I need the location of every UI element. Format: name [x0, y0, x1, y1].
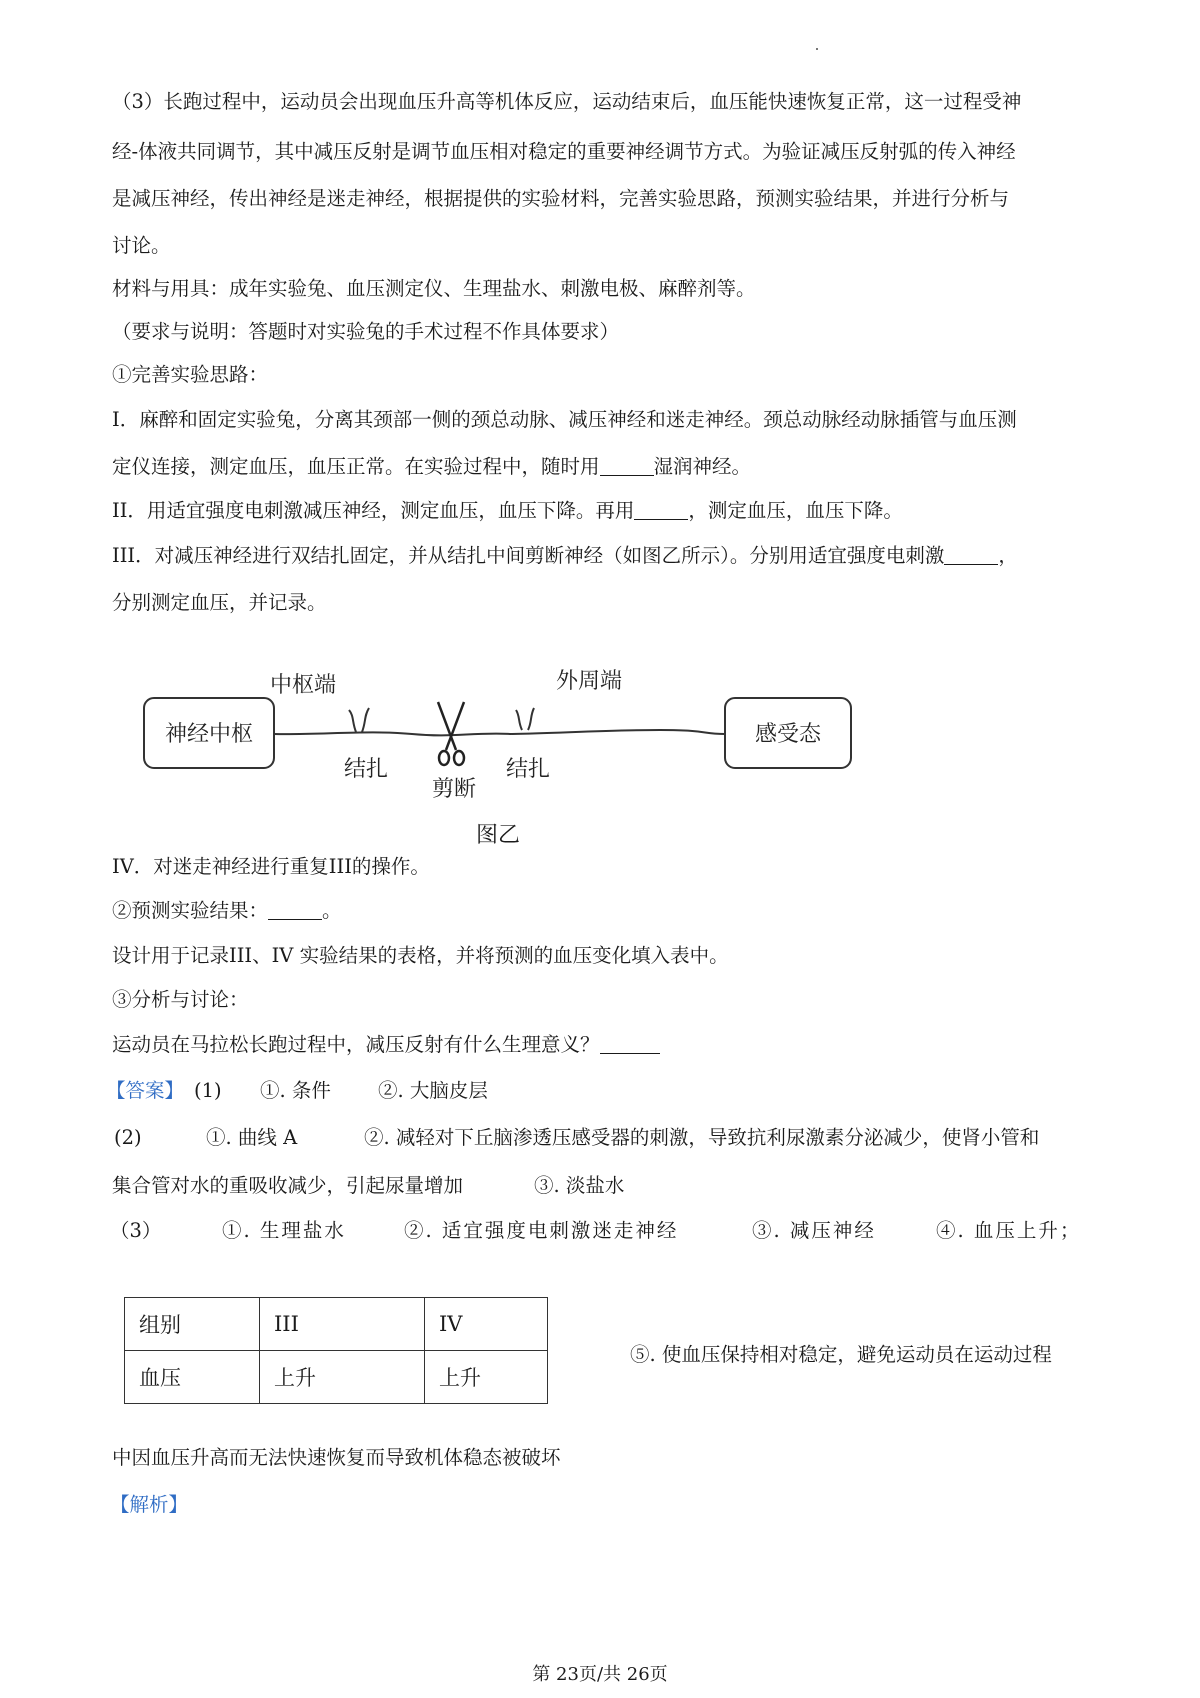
- answer-p2-b: ②. 减轻对下丘脑渗透压感受器的刺激，导致抗利尿激素分泌减少，使肾小管和: [364, 1126, 1040, 1149]
- table-row: [125, 1298, 548, 1351]
- paragraph-line: 是减压神经，传出神经是迷走神经，根据提供的实验材料，完善实验思路，预测实验结果，并进行分析与: [112, 187, 1010, 210]
- paragraph-line: （3）长跑过程中，运动员会出现血压升高等机体反应，运动结束后，血压能快速恢复正常，这一过程受神: [112, 90, 1022, 113]
- question-text: 运动员在马拉松长跑过程中，减压反射有什么生理意义？: [112, 1033, 600, 1056]
- question-line: [112, 1030, 660, 1060]
- answer-p3-f: 中因血压升高而无法快速恢复而导致机体稳态被破坏: [112, 1446, 561, 1469]
- step4-line: IV．对迷走神经进行重复III的操作。: [112, 855, 430, 878]
- label-ligate-2: 结扎: [506, 757, 551, 782]
- answer-p2-c: 集合管对水的重吸收减少，引起尿量增加: [112, 1174, 464, 1197]
- answer-p1-a: ①. 条件: [260, 1079, 331, 1102]
- step2-text-a: II．用适宜强度电刺激减压神经，测定血压，血压下降。再用: [112, 499, 635, 522]
- analysis-tag: 【解析】: [110, 1493, 189, 1516]
- answer-p2-a: ①. 曲线 A: [206, 1126, 298, 1149]
- answer-tag-label: 【答案】: [106, 1079, 185, 1102]
- answer-p3-num: （3）: [110, 1219, 162, 1242]
- page-footer: 第 23页/共 26页: [532, 1664, 668, 1685]
- answer-p3-b: ②. 适宜强度电刺激迷走神经: [404, 1219, 679, 1242]
- paragraph-line: 讨论。: [112, 234, 171, 257]
- answer-p3-d: ④. 血压上升；: [936, 1219, 1082, 1242]
- table-cell: 上升: [260, 1351, 425, 1404]
- answer-p3-c: ③. 减压神经: [752, 1219, 876, 1242]
- predict-text-a: ②预测实验结果：: [112, 899, 269, 922]
- step1-line: [112, 452, 751, 482]
- ligature-1: [349, 710, 356, 732]
- step1-line: I．麻醉和固定实验兔，分离其颈部一侧的颈总动脉、减压神经和迷走神经。颈总动脉经动脉插管与血压测: [112, 408, 1017, 431]
- paragraph-line: 经-体液共同调节，其中减压反射是调节血压相对稳定的重要神经调节方式。为验证减压反射弧的传入神经: [112, 140, 1016, 163]
- scissors-icon: [438, 702, 464, 765]
- answer-p3-a: ①. 生理盐水: [222, 1219, 346, 1242]
- requirements-text: （要求与说明：答题时对实验兔的手术过程不作具体要求）: [112, 320, 620, 343]
- table-row: [125, 1351, 548, 1404]
- step-header: ①完善实验思路：: [112, 363, 269, 386]
- label-ligate-1: 结扎: [344, 757, 389, 782]
- answer-p2-d: ③. 淡盐水: [534, 1174, 625, 1197]
- answer-blank: [634, 499, 688, 520]
- step3-text-b: ，: [998, 544, 1018, 567]
- answer-table: [124, 1297, 548, 1404]
- predict-text-b: 。: [322, 899, 342, 922]
- step1-text-b: 湿润神经。: [653, 455, 752, 478]
- label-cut: 剪断: [432, 777, 477, 802]
- answer-blank: [600, 455, 654, 476]
- ligature-2: [516, 710, 522, 730]
- answer-p2-num: (2): [114, 1126, 142, 1149]
- nerve-line-peripheral: [512, 730, 725, 734]
- box-right-label: 感受态: [754, 722, 822, 747]
- step2-text-b: ，测定血压，血压下降。: [688, 499, 903, 522]
- answer-blank: [944, 544, 998, 565]
- answer-p3-e: ⑤. 使血压保持相对稳定，避免运动员在运动过程: [630, 1343, 1052, 1366]
- answer-blank: [600, 1033, 660, 1054]
- table-design-text: 设计用于记录III、IV 实验结果的表格，并将预测的血压变化填入表中。: [112, 944, 729, 967]
- answer-tag: [106, 1076, 184, 1106]
- table-cell: III: [260, 1298, 425, 1351]
- answer-p1-b: ②. 大脑皮层: [378, 1079, 488, 1102]
- step3-line: [112, 541, 1018, 571]
- step2-line: [112, 496, 903, 526]
- label-central: 中枢端: [270, 673, 337, 698]
- step3-line: 分别测定血压，并记录。: [112, 591, 327, 614]
- nerve-line-central: [274, 732, 512, 735]
- predict-line: [112, 896, 342, 926]
- scan-dot: [816, 48, 818, 50]
- step1-text-a: 定仪连接，测定血压，血压正常。在实验过程中，随时用: [112, 455, 600, 478]
- table-cell: 组别: [125, 1298, 260, 1351]
- analysis-header: ③分析与讨论：: [112, 988, 249, 1011]
- table-cell: IV: [425, 1298, 548, 1351]
- answer-blank: [268, 899, 322, 920]
- box-left-label: 神经中枢: [164, 722, 254, 747]
- table-cell: 血压: [125, 1351, 260, 1404]
- table-cell: 上升: [425, 1351, 548, 1404]
- materials-text: 材料与用具：成年实验兔、血压测定仪、生理盐水、刺激电极、麻醉剂等。: [112, 277, 756, 300]
- label-peripheral: 外周端: [556, 669, 623, 694]
- figure-caption: 图乙: [476, 823, 521, 848]
- step3-text-a: III．对减压神经进行双结扎固定，并从结扎中间剪断神经（如图乙所示）。分别用适宜强度电刺激: [112, 544, 945, 567]
- answer-p1-num: (1): [194, 1079, 222, 1102]
